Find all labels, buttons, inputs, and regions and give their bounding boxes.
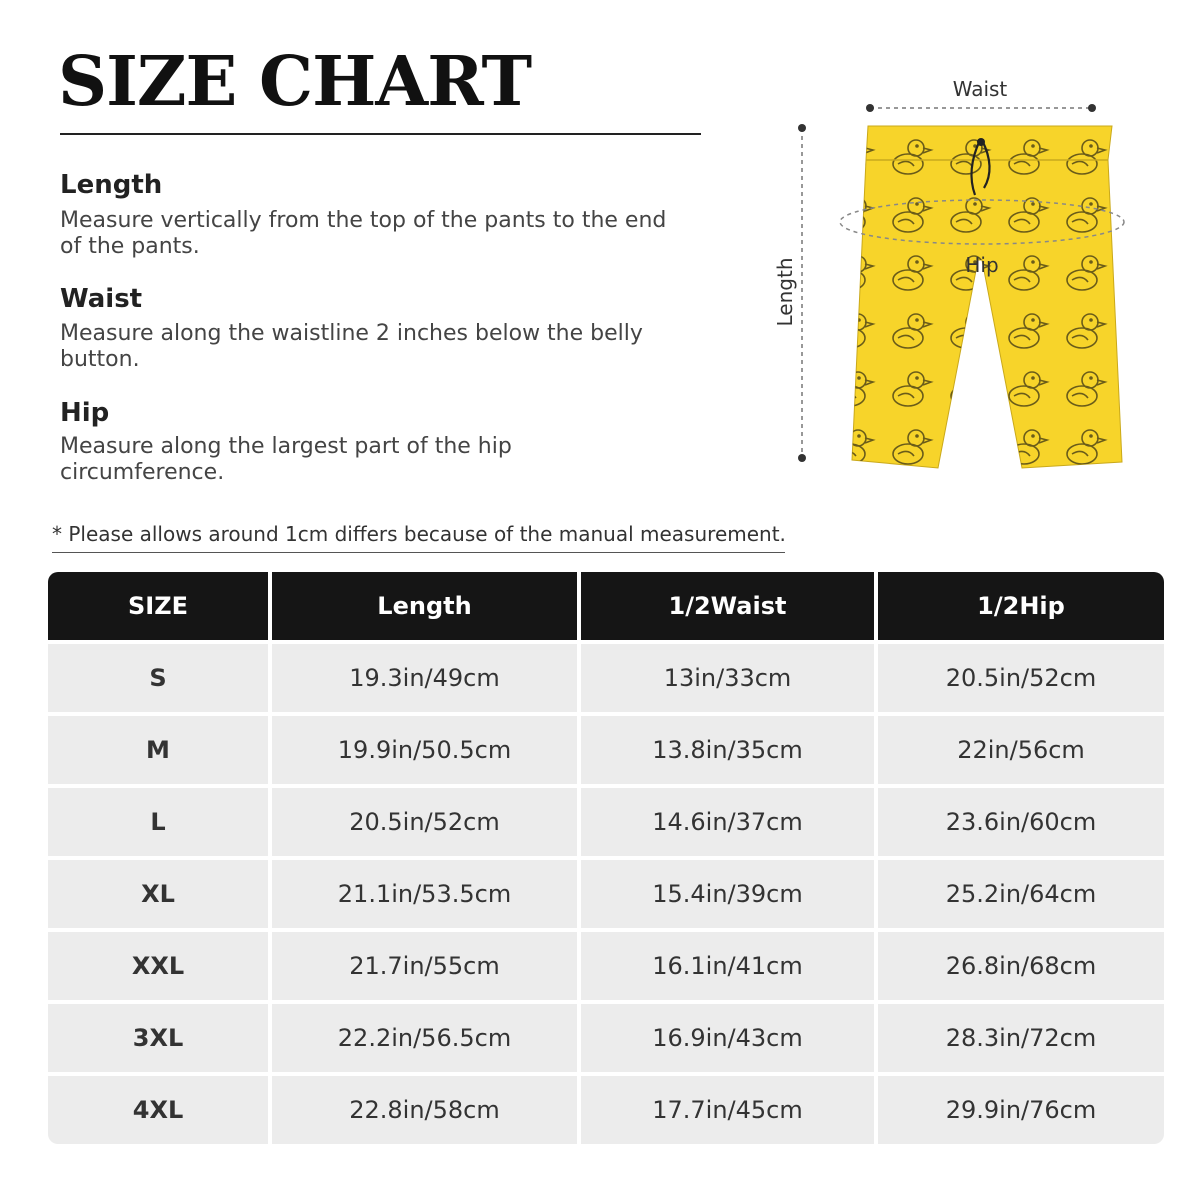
waist-cell: 14.6in/37cm (581, 788, 874, 856)
shorts-illustration (852, 126, 1122, 468)
hip-label: Hip (965, 253, 999, 277)
hip-cell: 23.6in/60cm (878, 788, 1164, 856)
size-table (44, 568, 1168, 1148)
shorts-diagram (770, 70, 1140, 490)
waist-cell: 13.8in/35cm (581, 716, 874, 784)
measurement-note: * Please allows around 1cm differs because of the manual measurement. (52, 522, 786, 546)
size-cell: 4XL (48, 1076, 268, 1144)
table-row (48, 716, 1164, 784)
waist-cell: 16.9in/43cm (581, 1004, 874, 1072)
size-cell: M (48, 716, 268, 784)
table-row (48, 788, 1164, 856)
table-row (48, 860, 1164, 928)
note-underline (52, 552, 785, 553)
length-heading: Length (60, 170, 163, 200)
size-cell: 3XL (48, 1004, 268, 1072)
hip-cell: 28.3in/72cm (878, 1004, 1164, 1072)
size-cell: L (48, 788, 268, 856)
waist-heading: Waist (60, 284, 143, 314)
length-cell: 22.2in/56.5cm (272, 1004, 577, 1072)
column-header-size: SIZE (48, 572, 268, 640)
column-header-length: Length (272, 572, 577, 640)
waist-measure-line (866, 104, 1096, 112)
length-description: Measure vertically from the top of the pants to the end of the pants. (60, 208, 667, 259)
length-cell: 20.5in/52cm (272, 788, 577, 856)
waist-cell: 17.7in/45cm (581, 1076, 874, 1144)
hip-cell: 25.2in/64cm (878, 860, 1164, 928)
table-header-row (48, 572, 1164, 640)
size-cell: XXL (48, 932, 268, 1000)
column-header-half-waist: 1/2Waist (581, 572, 874, 640)
hip-description: Measure along the largest part of the hip circumference. (60, 434, 512, 485)
length-label: Length (773, 257, 797, 327)
length-cell: 19.9in/50.5cm (272, 716, 577, 784)
waist-cell: 13in/33cm (581, 644, 874, 712)
length-measure-line (798, 124, 806, 462)
waist-cell: 16.1in/41cm (581, 932, 874, 1000)
table-row (48, 644, 1164, 712)
column-header-half-hip: 1/2Hip (878, 572, 1164, 640)
table-row (48, 1076, 1164, 1144)
waist-cell: 15.4in/39cm (581, 860, 874, 928)
waist-label: Waist (952, 77, 1008, 101)
waist-description: Measure along the waistline 2 inches below the belly button. (60, 321, 643, 372)
table-row (48, 1004, 1164, 1072)
hip-cell: 29.9in/76cm (878, 1076, 1164, 1144)
hip-cell: 20.5in/52cm (878, 644, 1164, 712)
length-cell: 22.8in/58cm (272, 1076, 577, 1144)
hip-cell: 26.8in/68cm (878, 932, 1164, 1000)
table-row (48, 932, 1164, 1000)
hip-cell: 22in/56cm (878, 716, 1164, 784)
length-cell: 19.3in/49cm (272, 644, 577, 712)
length-cell: 21.7in/55cm (272, 932, 577, 1000)
page-title: SIZE CHART (58, 42, 532, 122)
hip-heading: Hip (60, 398, 110, 428)
length-cell: 21.1in/53.5cm (272, 860, 577, 928)
size-cell: XL (48, 860, 268, 928)
size-cell: S (48, 644, 268, 712)
title-underline (60, 133, 701, 135)
